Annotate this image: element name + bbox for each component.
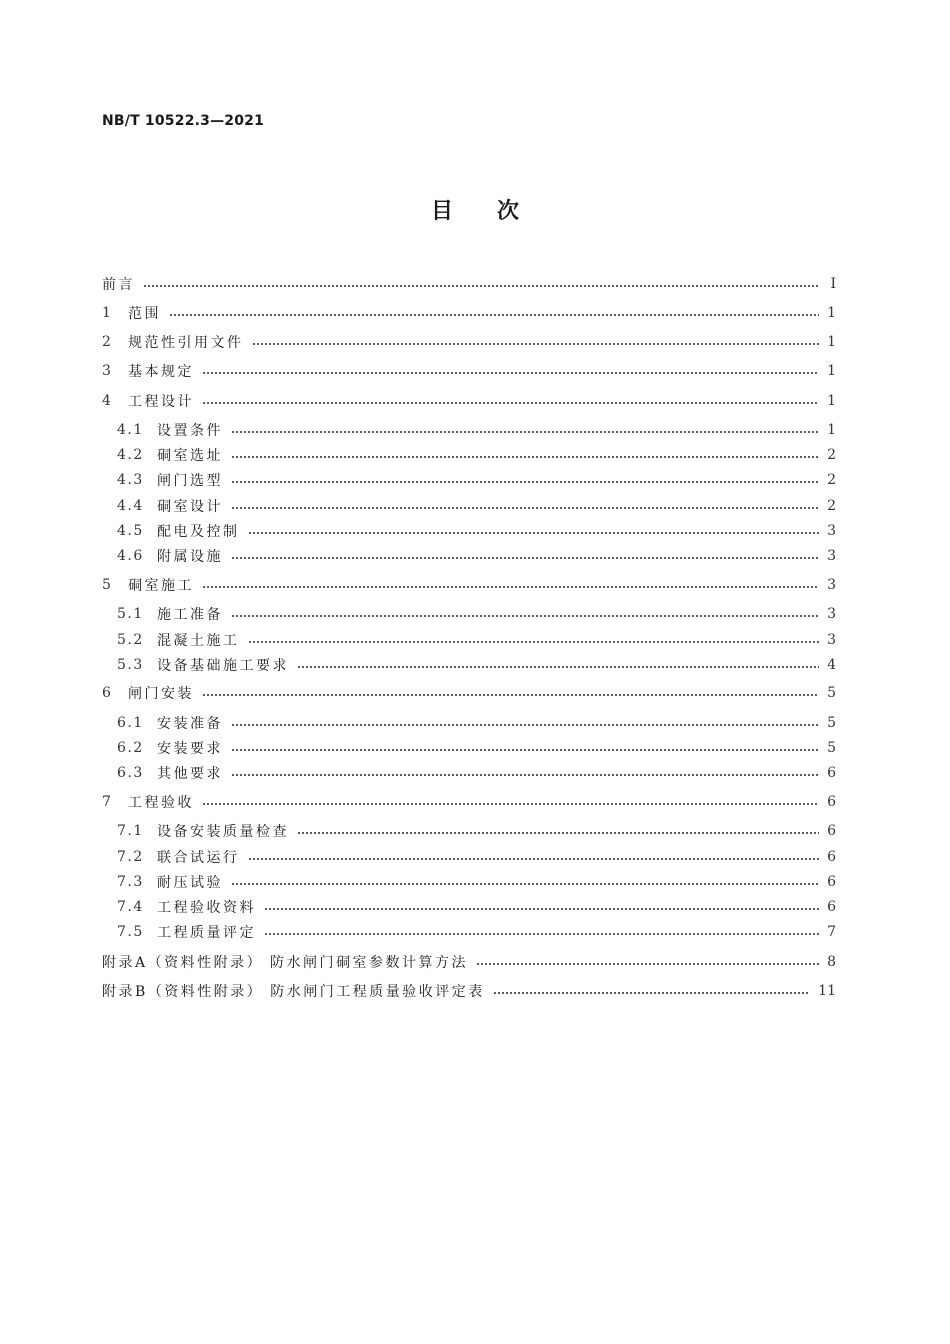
toc-entry-page: 1	[827, 422, 836, 438]
toc-entry-page: 1	[827, 393, 836, 409]
dot-leader	[143, 285, 820, 287]
toc-entry[interactable]	[102, 331, 836, 353]
dot-leader	[231, 883, 819, 885]
toc-entry[interactable]	[102, 682, 836, 704]
toc-entry-page: 3	[827, 577, 836, 593]
toc-entry-label: 设置条件	[157, 423, 223, 439]
toc-entry-number: 7	[102, 794, 113, 810]
dot-leader	[297, 666, 819, 668]
toc-entry-page: 1	[827, 363, 836, 379]
toc-entry-page: 6	[827, 765, 836, 781]
dot-leader	[231, 557, 819, 559]
table-of-contents	[102, 0, 836, 1344]
dot-leader	[202, 694, 819, 696]
toc-entry-label: 联合试运行	[157, 850, 240, 866]
toc-entry-page: 6	[827, 794, 836, 810]
toc-entry[interactable]	[102, 603, 836, 625]
toc-entry-page: 7	[827, 924, 836, 940]
toc-entry[interactable]	[102, 737, 836, 759]
toc-entry-number: 2	[102, 334, 113, 350]
toc-entry-page: 6	[827, 823, 836, 839]
dot-leader	[231, 615, 819, 617]
toc-entry[interactable]	[102, 654, 836, 676]
toc-entry-label: 附录B（资料性附录） 防水闸门工程质量验收评定表	[102, 984, 485, 1000]
page-title: 目次	[430, 199, 563, 224]
toc-entry[interactable]	[102, 846, 836, 868]
toc-entry-label: 安装准备	[157, 716, 223, 732]
toc-entry[interactable]	[102, 871, 836, 893]
toc-entry-number: 4.1	[117, 422, 144, 438]
toc-entry[interactable]	[102, 545, 836, 567]
toc-entry[interactable]	[102, 302, 836, 324]
toc-entry[interactable]	[102, 273, 836, 295]
dot-leader	[248, 858, 820, 860]
toc-entry-number: 7.1	[117, 823, 144, 839]
toc-entry-label: 硐室设计	[157, 499, 223, 515]
toc-entry-page: Ⅰ	[830, 276, 836, 292]
toc-entry[interactable]	[102, 762, 836, 784]
toc-entry-page: 4	[827, 657, 836, 673]
dot-leader	[202, 372, 819, 374]
toc-entry-number: 6	[102, 685, 113, 701]
toc-entry-number: 7.4	[117, 899, 144, 915]
toc-entry-number: 7.2	[117, 849, 144, 865]
toc-entry-label: 附录A（资料性附录） 防水闸门硐室参数计算方法	[102, 955, 469, 971]
toc-entry[interactable]	[102, 820, 836, 842]
toc-entry-number: 4.6	[117, 548, 144, 564]
dot-leader	[264, 908, 819, 910]
toc-entry-page: 2	[827, 472, 836, 488]
dot-leader	[231, 456, 819, 458]
toc-entry-label: 工程验收	[128, 795, 194, 811]
toc-entry[interactable]	[102, 791, 836, 813]
toc-entry-page: 5	[827, 715, 836, 731]
toc-entry-number: 6.2	[117, 740, 144, 756]
toc-entry[interactable]	[102, 390, 836, 412]
dot-leader	[297, 832, 819, 834]
dot-leader	[493, 992, 810, 994]
toc-entry-number: 4.4	[117, 498, 144, 514]
toc-entry-label: 闸门安装	[128, 686, 194, 702]
dot-leader	[202, 586, 819, 588]
toc-entry[interactable]	[102, 712, 836, 734]
toc-entry-number: 4	[102, 393, 113, 409]
toc-entry[interactable]	[102, 896, 836, 918]
toc-entry-number: 6.3	[117, 765, 144, 781]
toc-entry-label: 附属设施	[157, 549, 223, 565]
standard-code: NB/T 10522.3—2021	[102, 113, 265, 129]
toc-entry[interactable]	[102, 951, 836, 973]
dot-leader	[252, 343, 820, 345]
dot-leader	[231, 774, 819, 776]
dot-leader	[231, 724, 819, 726]
dot-leader	[202, 402, 819, 404]
toc-entry[interactable]	[102, 921, 836, 943]
toc-entry-label: 前言	[102, 277, 135, 293]
toc-entry-page: 8	[827, 954, 836, 970]
toc-entry-number: 7.5	[117, 924, 144, 940]
toc-entry[interactable]	[102, 574, 836, 596]
toc-entry-number: 5.1	[117, 606, 144, 622]
dot-leader	[264, 933, 819, 935]
toc-entry-page: 1	[827, 305, 836, 321]
dot-leader	[248, 641, 820, 643]
toc-entry-number: 3	[102, 363, 113, 379]
toc-entry[interactable]	[102, 495, 836, 517]
toc-entry-page: 5	[827, 740, 836, 756]
toc-entry-page: 2	[827, 447, 836, 463]
toc-entry-page: 1	[827, 334, 836, 350]
toc-entry-number: 5.3	[117, 657, 144, 673]
toc-entry-page: 2	[827, 498, 836, 514]
toc-entry-label: 工程质量评定	[157, 925, 256, 941]
toc-entry-page: 3	[827, 548, 836, 564]
toc-entry-label: 安装要求	[157, 741, 223, 757]
toc-entry[interactable]	[102, 444, 836, 466]
dot-leader	[476, 963, 819, 965]
toc-entry-number: 4.3	[117, 472, 144, 488]
toc-entry-page: 11	[818, 983, 836, 999]
dot-leader	[231, 481, 819, 483]
dot-leader	[248, 532, 820, 534]
toc-entry[interactable]	[102, 360, 836, 382]
toc-entry[interactable]	[102, 419, 836, 441]
dot-leader	[202, 803, 819, 805]
toc-entry-label: 耐压试验	[157, 875, 223, 891]
dot-leader	[169, 314, 819, 316]
toc-entry-label: 工程验收资料	[157, 900, 256, 916]
dot-leader	[231, 507, 819, 509]
dot-leader	[231, 431, 819, 433]
toc-entry-number: 5.2	[117, 632, 144, 648]
toc-entry-label: 配电及控制	[157, 524, 240, 540]
toc-entry-number: 6.1	[117, 715, 144, 731]
toc-entry-label: 设备安装质量检查	[157, 824, 289, 840]
toc-entry-page: 6	[827, 899, 836, 915]
toc-entry-page: 3	[827, 523, 836, 539]
toc-entry-label: 工程设计	[128, 394, 194, 410]
toc-entry[interactable]	[102, 520, 836, 542]
toc-entry[interactable]	[102, 469, 836, 491]
toc-entry[interactable]	[102, 980, 836, 1002]
toc-entry-label: 设备基础施工要求	[157, 658, 289, 674]
toc-entry-label: 基本规定	[128, 364, 194, 380]
toc-entry-label: 混凝土施工	[157, 633, 240, 649]
toc-entry-page: 6	[827, 849, 836, 865]
toc-entry-label: 其他要求	[157, 766, 223, 782]
toc-entry-number: 1	[102, 305, 113, 321]
toc-entry-page: 6	[827, 874, 836, 890]
toc-entry-label: 范围	[128, 306, 161, 322]
toc-entry-number: 5	[102, 577, 113, 593]
toc-entry-page: 3	[827, 606, 836, 622]
toc-entry-number: 7.3	[117, 874, 144, 890]
toc-entry[interactable]	[102, 629, 836, 651]
toc-entry-label: 闸门选型	[157, 473, 223, 489]
toc-entry-page: 5	[827, 685, 836, 701]
toc-entry-label: 规范性引用文件	[128, 335, 244, 351]
toc-entry-page: 3	[827, 632, 836, 648]
dot-leader	[231, 749, 819, 751]
toc-entry-label: 硐室选址	[157, 448, 223, 464]
toc-entry-number: 4.2	[117, 447, 144, 463]
toc-entry-label: 施工准备	[157, 607, 223, 623]
toc-entry-label: 硐室施工	[128, 578, 194, 594]
toc-entry-number: 4.5	[117, 523, 144, 539]
